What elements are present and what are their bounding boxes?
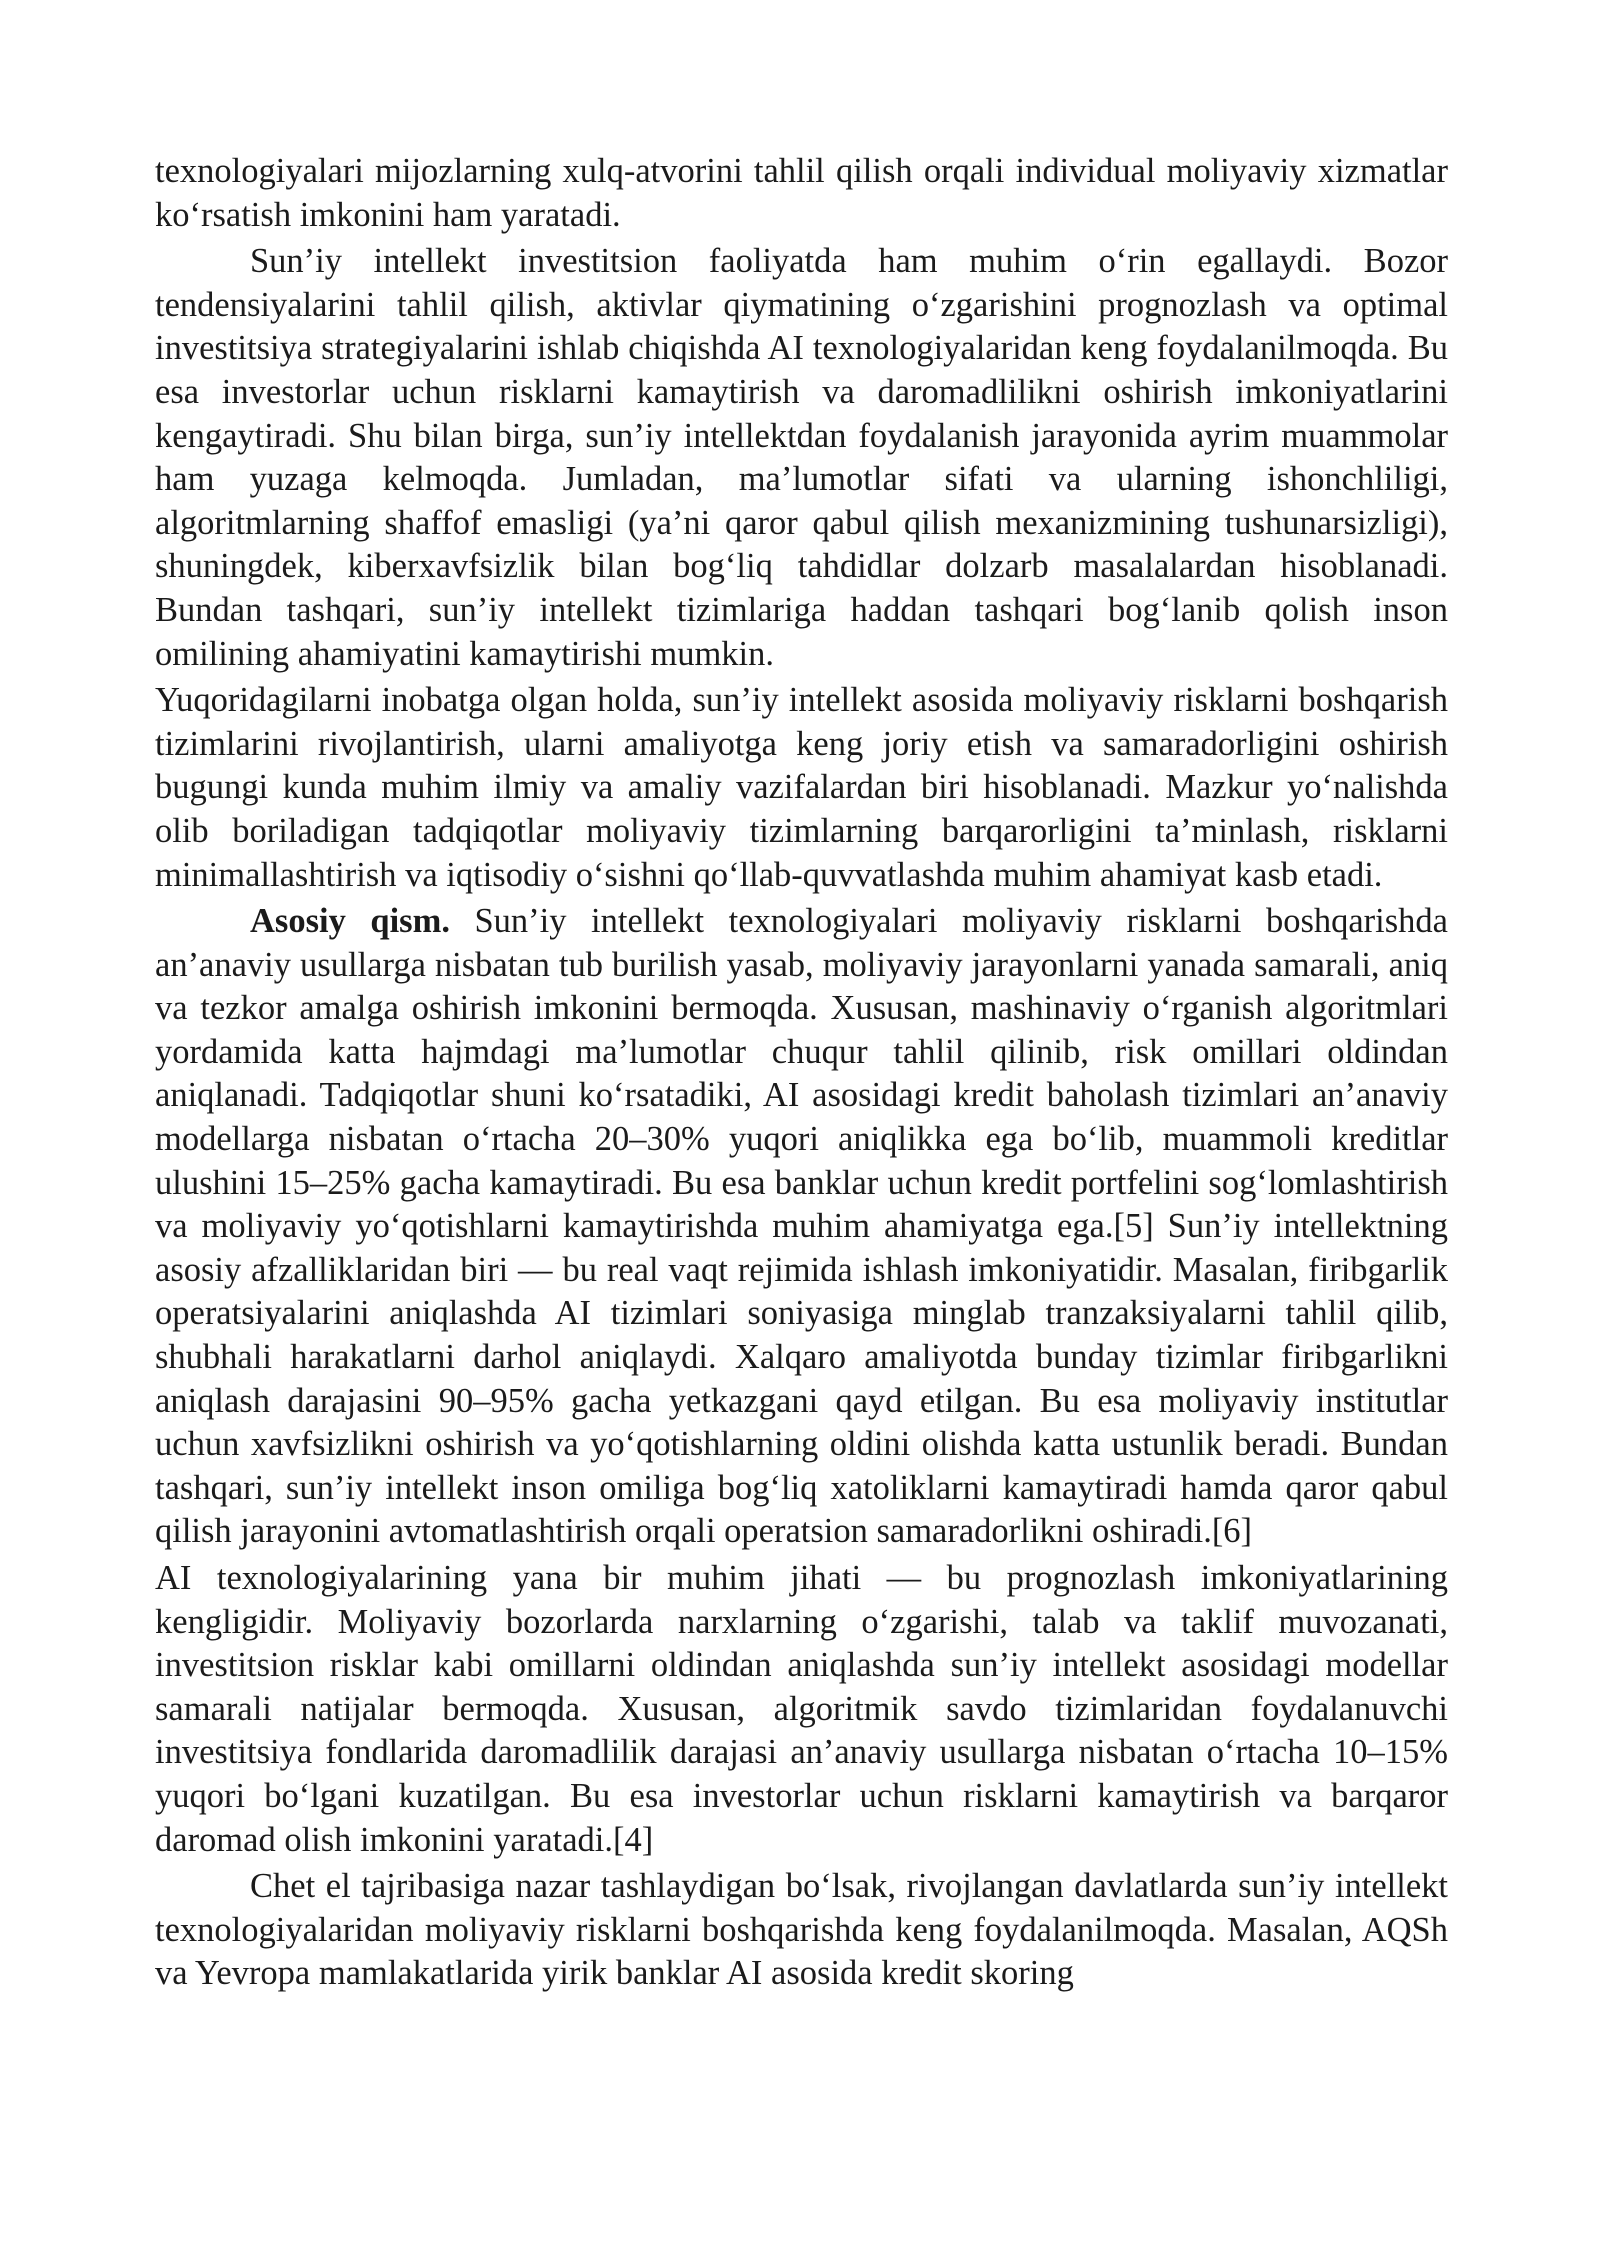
paragraph-4 xyxy=(155,900,1448,1554)
paragraph-1: texnologiyalari mijozlarning xulq-atvorini tahlil qilish orqali individual moliyaviy xizmatlar ko‘rsatish imkonini ham yaratadi. xyxy=(155,152,1448,234)
paragraph-6: Chet el tajribasiga nazar tashlaydigan bo‘lsak, rivojlangan davlatlarda sun’iy intellekt texnologiyalaridan moliyaviy risklarni boshqarishda keng foydalanilmoqda. Masalan, AQSh va Yevropa mamlakatlarida yirik banklar AI asosida kredit skoring xyxy=(155,1867,1448,1993)
document-page xyxy=(155,150,1448,1996)
paragraph-3: Yuqoridagilarni inobatga olgan holda, sun’iy intellekt asosida moliyaviy risklarni boshqarish tizimlarini rivojlantirish, ularni amaliyotga keng joriy etish va samaradorligini oshirish bugungi kunda muhim ilmiy va amaliy vazifalardan biri hisoblanadi. Mazkur yo‘nalishda olib boriladigan tadqiqotlar moliyaviy tizimlarning barqarorligini ta’minlash, risklarni minimallashtirish va iqtisodiy o‘sishni qo‘llab-quvvatlashda muhim ahamiyat kasb etadi. xyxy=(155,681,1448,894)
paragraph-5: AI texnologiyalarining yana bir muhim jihati — bu prognozlash imkoniyatlarining kengligidir. Moliyaviy bozorlarda narxlarning o‘zgarishi, talab va taklif muvozanati, investitsion risklar kabi omillarni oldindan aniqlashda sun’iy intellekt asosidagi modellar samarali natijalar bermoqda. Xususan, algoritmik savdo tizimlaridan foydalanuvchi investitsiya fondlarida daromadlilik darajasi an’anaviy usullarga nisbatan o‘rtacha 10–15% yuqori bo‘lgani kuzatilgan. Bu esa investorlar uchun risklarni kamaytirish va barqaror daromad olish imkonini yaratadi.[4] xyxy=(155,1559,1448,1859)
section-heading-lead: Asosiy qism. xyxy=(250,902,450,941)
paragraph-4-body: Sun’iy intellekt texnologiyalari moliyaviy risklarni boshqarishda an’anaviy usullarga nisbatan tub burilish yasab, moliyaviy jarayonlarni yanada samarali, aniq va tezkor amalga oshirish imkonini bermoqda. Xususan, mashinaviy o‘rganish algoritmlari yordamida katta hajmdagi ma’lumotlar chuqur tahlil qilinib, risk omillari oldindan aniqlanadi. Tadqiqotlar shuni ko‘rsatadiki, AI asosidagi kredit baholash tizimlari an’anaviy modellarga nisbatan o‘rtacha 20–30% yuqori aniqlikka ega bo‘lib, muammoli kreditlar ulushini 15–25% gacha kamaytiradi. Bu esa banklar uchun kredit portfelini sog‘lomlashtirish va moliyaviy yo‘qotishlarni kamaytirishda muhim ahamiyatga ega.[5] Sun’iy intellektning asosiy afzalliklaridan biri — bu real vaqt rejimida ishlash imkoniyatidir. Masalan, firibgarlik operatsiyalarini aniqlashda AI tizimlari soniyasiga minglab tranzaksiyalarni tahlil qilib, shubhali harakatlarni darhol aniqlaydi. Xalqaro amaliyotda bunday tizimlar firibgarlikni aniqlash darajasini 90–95% gacha yetkazgani qayd etilgan. Bu esa moliyaviy institutlar uchun xavfsizlikni oshirish va yo‘qotishlarning oldini olishda katta ustunlik beradi. Bundan tashqari, sun’iy intellekt inson omiliga bog‘liq xatoliklarni kamaytiradi hamda qaror qabul qilish jarayonini avtomatlashtirish orqali operatsion samaradorlikni oshiradi.[6] xyxy=(155,902,1448,1551)
paragraph-2: Sun’iy intellekt investitsion faoliyatda ham muhim o‘rin egallaydi. Bozor tendensiyalarini tahlil qilish, aktivlar qiymatining o‘zgarishini prognozlash va optimal investitsiya strategiyalarini ishlab chiqishda AI texnologiyalaridan keng foydalanilmoqda. Bu esa investorlar uchun risklarni kamaytirish va daromadlilikni oshirish imkoniyatlarini kengaytiradi. Shu bilan birga, sun’iy intellektdan foydalanish jarayonida ayrim muammolar ham yuzaga kelmoqda. Jumladan, ma’lumotlar sifati va ularning ishonchliligi, algoritmlarning shaffof emasligi (ya’ni qaror qabul qilish mexanizmining tushunarsizligi), shuningdek, kiberxavfsizlik bilan bog‘liq tahdidlar dolzarb masalalardan hisoblanadi. Bundan tashqari, sun’iy intellekt tizimlariga haddan tashqari bog‘lanib qolish inson omilining ahamiyatini kamaytirishi mumkin. xyxy=(155,242,1448,673)
